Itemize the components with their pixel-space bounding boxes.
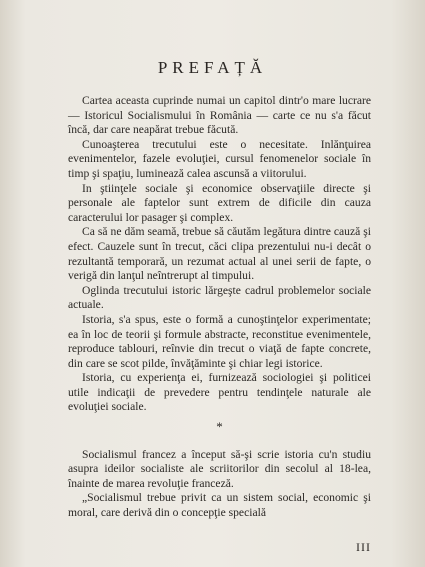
page-number: III (356, 540, 371, 554)
paragraph-6: Istoria, s'a spus, este o formă a cunoştinţelor experimentate; ea în loc de teorii şi formule abstracte, reconstitue evenimentele, reproduce tablouri, reînvie din trecut o viaţă de fapte concrete, din care se scot pilde, învăţăminte şi chiar legi istorice. (68, 312, 371, 370)
preface-body (68, 94, 371, 521)
paragraph-7: Istoria, cu experienţa ei, furnizează sociologiei şi politicei utile indicaţii de prevedere pentru tendinţele naturale ale evoluţiei sociale. (68, 371, 371, 414)
paragraph-1: Cartea aceasta cuprinde numai un capitol dintr'o mare lucrare — Istoricul Socialismului în România — carte ce nu s'a făcut încă, dar care neapărat trebue făcută. (68, 94, 371, 137)
section-separator: * (216, 419, 223, 435)
paragraph-4: Ca să ne dăm seamă, trebue să căutăm legătura dintre cauză şi efect. Cauzele sunt în trecut, căci clipa prezentului nu-i decât o rezultantă temporară, un rezumat actual al unei serii de fapte, o verigă din lanţul neîntrerupt al timpului. (68, 225, 371, 283)
paragraph-3: In ştiinţele sociale şi economice observaţiile directe şi personale ale faptelor sunt extrem de dificile din cauza caracterului lor pasager şi complex. (68, 181, 371, 224)
page-title: PREFAȚĂ (157, 58, 268, 77)
spacer (68, 440, 371, 448)
paragraph-8: Socialismul francez a început să-şi scrie istoria cu'n studiu asupra ideilor socialiste ale scriitorilor din secolul al 18-lea, înainte de marea revoluţie franceză. (68, 447, 371, 490)
paragraph-2: Cunoaşterea trecutului este o necesitate. Inlănţuirea evenimentelor, fazele evoluţiei, cursul fenomenelor sociale în timp şi spaţiu, luminează calea ascunsă a viitorului. (68, 137, 371, 180)
paragraph-5: Oglinda trecutului istoric lărgeşte cadrul problemelor sociale actuale. (68, 283, 371, 312)
paragraph-9: „Socialismul trebue privit ca un sistem social, economic şi moral, care derivă din o concepţie specială (68, 491, 371, 520)
